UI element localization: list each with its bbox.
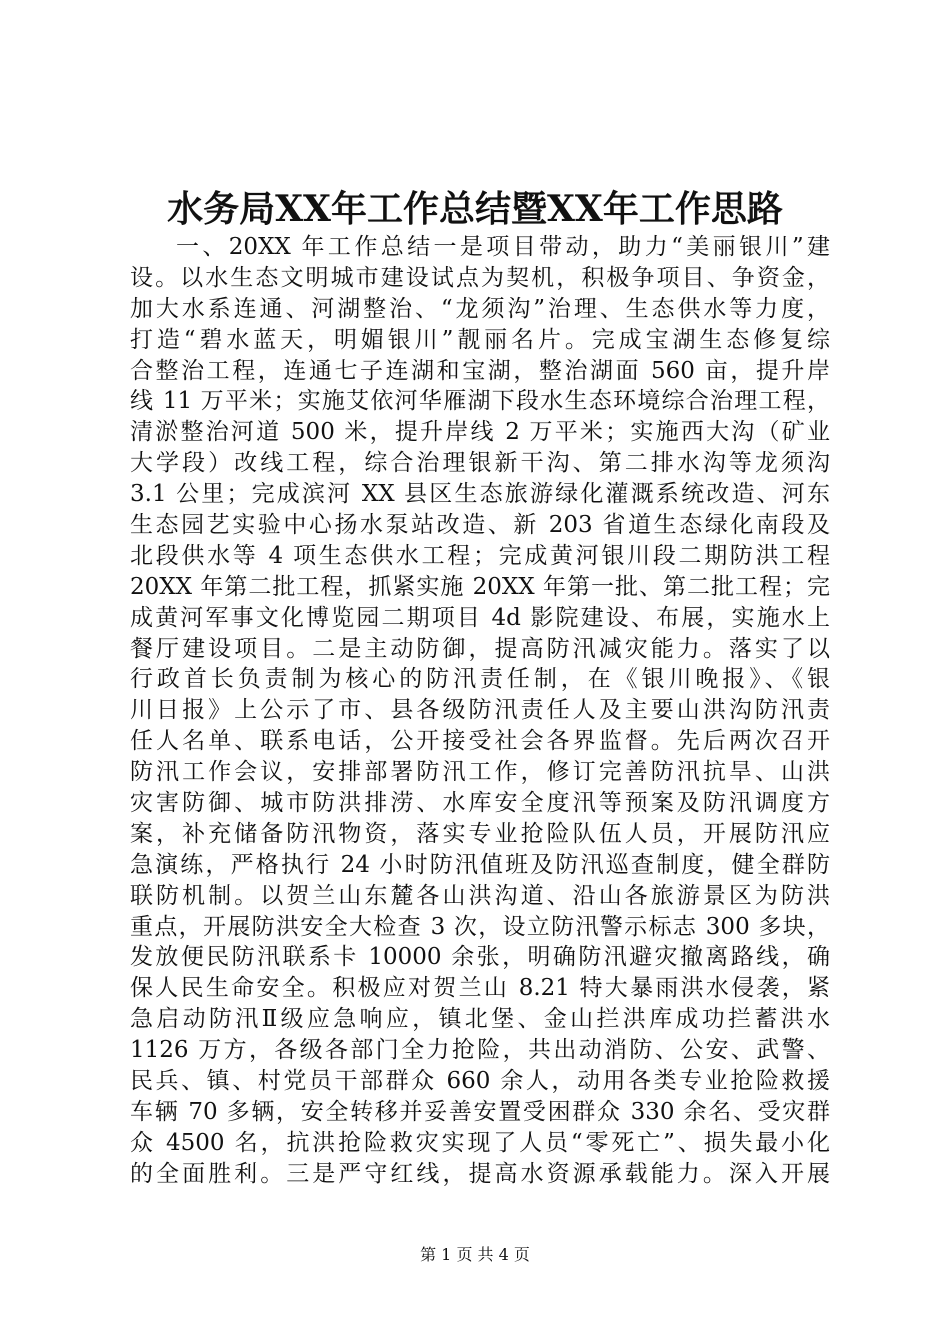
paragraph-line: 车辆 70 多辆，安全转移并妥善安置受困群众 330 余名、受灾群 [130,1098,830,1125]
paragraph-line: 1126 万方，各级各部门全力抢险，共出动消防、公安、武警、 [130,1037,830,1064]
paragraph-line: 3.1 公里；完成滨河 XX 县区生态旅游绿化灌溉系统改造、河东 [130,481,830,508]
paragraph-line: 一、20XX 年工作总结一是项目带动，助力“美丽银川”建 [176,234,830,260]
paragraph-line: 急演练，严格执行 24 小时防汛值班及防汛巡查制度，健全群防 [130,851,830,878]
paragraph-line: 重点，开展防洪安全大检查 3 次，设立防汛警示标志 300 多块， [130,913,830,940]
paragraph-line: 餐厅建设项目。二是主动防御，提高防汛减灾能力。落实了以 [130,635,830,662]
document-body [130,232,830,1190]
paragraph-line: 众 4500 名，抗洪抢险救灾实现了人员“零死亡”、损失最小化 [130,1129,830,1156]
document-title: 水务局XX年工作总结暨XX年工作思路 [167,188,783,230]
paragraph-line: 打造“碧水蓝天，明媚银川”靓丽名片。完成宝湖生态修复综 [130,326,830,353]
paragraph-line: 民兵、镇、村党员干部群众 660 余人，动用各类专业抢险救援 [130,1068,830,1095]
paragraph-line: 川日报》上公示了市、县各级防汛责任人及主要山洪沟防汛责 [130,697,830,724]
paragraph-line: 案，补充储备防汛物资，落实专业抢险队伍人员，开展防汛应 [130,820,830,847]
paragraph-line: 北段供水等 4 项生态供水工程；完成黄河银川段二期防洪工程 [130,542,830,569]
paragraph-line: 生态园艺实验中心扬水泵站改造、新 203 省道生态绿化南段及 [130,512,830,539]
paragraph-line: 合整治工程，连通七子连湖和宝湖，整治湖面 560 亩，提升岸 [130,357,830,384]
paragraph-line: 保人民生命安全。积极应对贺兰山 8.21 特大暴雨洪水侵袭，紧 [130,975,830,1002]
paragraph-line: 设。以水生态文明城市建设试点为契机，积极争项目、争资金， [130,264,830,291]
paragraph-line: 任人名单、联系电话，公开接受社会各界监督。先后两次召开 [130,728,830,755]
paragraph-line: 线 11 万平米；实施艾依河华雁湖下段水生态环境综合治理工程， [130,388,830,415]
paragraph-line: 20XX 年第二批工程，抓紧实施 20XX 年第一批、第二批工程；完 [130,573,830,600]
paragraph-line: 发放便民防汛联系卡 10000 余张，明确防汛避灾撤离路线，确 [130,944,830,971]
paragraph-line: 联防机制。以贺兰山东麓各山洪沟道、沿山各旅游景区为防洪 [130,882,830,909]
paragraph-line: 急启动防汛Ⅱ级应急响应，镇北堡、金山拦洪库成功拦蓄洪水 [130,1006,830,1033]
paragraph-line: 大学段）改线工程，综合治理银新干沟、第二排水沟等龙须沟 [130,450,830,477]
paragraph-line: 防汛工作会议，安排部署防汛工作，修订完善防汛抗旱、山洪 [130,759,830,786]
paragraph-line: 成黄河军事文化博览园二期项目 4d 影院建设、布展，实施水上 [130,604,830,631]
paragraph-line: 的全面胜利。三是严守红线，提高水资源承载能力。深入开展 [130,1160,830,1187]
paragraph-line: 行政首长负责制为核心的防汛责任制，在《银川晚报》、《银 [130,666,830,693]
paragraph-line: 清淤整治河道 500 米，提升岸线 2 万平米；实施西大沟（矿业 [130,419,830,446]
paragraph-line: 加大水系连通、河湖整治、“龙须沟”治理、生态供水等力度， [130,295,830,322]
page-number-footer: 第 1 页 共 4 页 [420,1245,530,1264]
paragraph-line: 灾害防御、城市防洪排涝、水库安全度汛等预案及防汛调度方 [130,790,830,817]
